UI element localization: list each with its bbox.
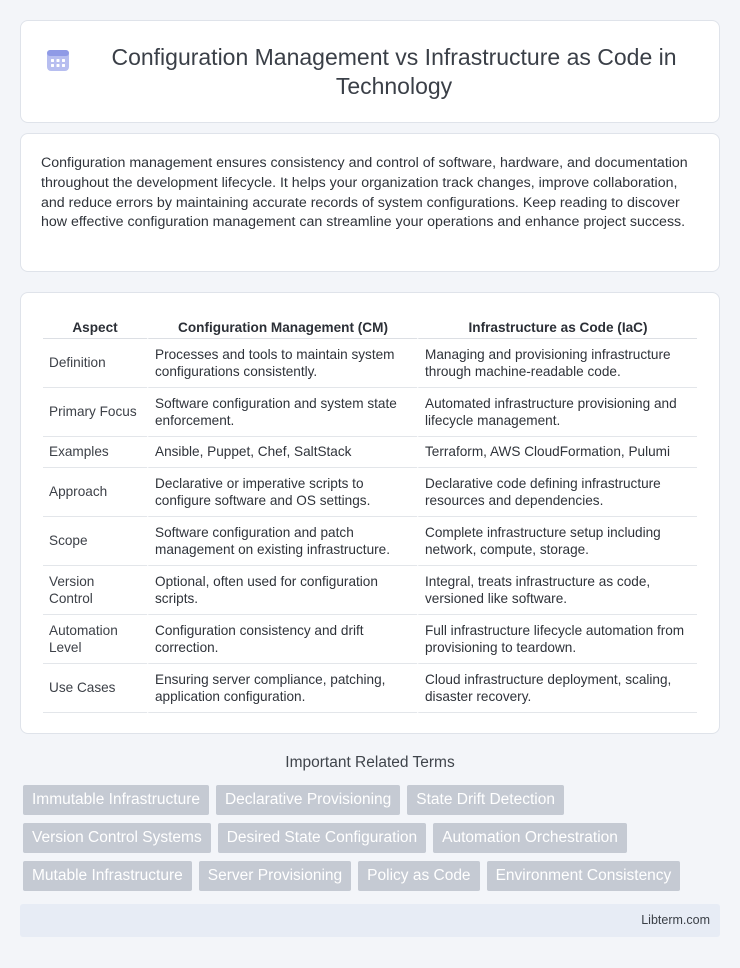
- cell-aspect: Definition: [43, 339, 147, 388]
- tag-row: [23, 823, 723, 853]
- tag-server-provisioning[interactable]: Server Provisioning: [199, 861, 351, 891]
- cell-cm: Ensuring server compliance, patching, application configuration.: [147, 664, 417, 713]
- tag-row: [23, 861, 723, 891]
- footer: [20, 904, 720, 937]
- calendar-grid-icon: [45, 47, 71, 73]
- tag-automation-orchestration[interactable]: Automation Orchestration: [433, 823, 627, 853]
- comparison-table-card: [20, 292, 720, 734]
- cell-cm: Software configuration and patch management on existing infrastructure.: [147, 517, 417, 566]
- tag-row: [23, 785, 723, 815]
- footer-site-link[interactable]: Libterm.com: [641, 913, 710, 927]
- table-row: [43, 517, 697, 566]
- cell-aspect: Automation Level: [43, 615, 147, 664]
- cell-aspect: Version Control: [43, 566, 147, 615]
- header-card: [20, 20, 720, 123]
- comparison-table: [43, 313, 697, 713]
- page-title: Configuration Management vs Infrastructure as Code in Technology: [111, 43, 677, 99]
- tag-desired-state-configuration[interactable]: Desired State Configuration: [218, 823, 426, 853]
- tag-version-control-systems[interactable]: Version Control Systems: [23, 823, 211, 853]
- cell-aspect: Scope: [43, 517, 147, 566]
- table-row: [43, 615, 697, 664]
- table-row: [43, 664, 697, 713]
- cell-aspect: Examples: [43, 437, 147, 468]
- related-terms-title: Important Related Terms: [285, 754, 455, 771]
- cell-iac: Terraform, AWS CloudFormation, Pulumi: [417, 437, 697, 468]
- tag-immutable-infrastructure[interactable]: Immutable Infrastructure: [23, 785, 209, 815]
- tag-declarative-provisioning[interactable]: Declarative Provisioning: [216, 785, 400, 815]
- cell-aspect: Approach: [43, 468, 147, 517]
- cell-iac: Integral, treats infrastructure as code, versioned like software.: [417, 566, 697, 615]
- cell-cm: Ansible, Puppet, Chef, SaltStack: [147, 437, 417, 468]
- cell-cm: Configuration consistency and drift correction.: [147, 615, 417, 664]
- cell-cm: Optional, often used for configuration scripts.: [147, 566, 417, 615]
- table-row: [43, 339, 697, 388]
- tag-mutable-infrastructure[interactable]: Mutable Infrastructure: [23, 861, 192, 891]
- header-cm: Configuration Management (CM): [147, 313, 417, 339]
- cell-iac: Complete infrastructure setup including network, compute, storage.: [417, 517, 697, 566]
- table-row: [43, 388, 697, 437]
- cell-cm: Software configuration and system state enforcement.: [147, 388, 417, 437]
- cell-aspect: Primary Focus: [43, 388, 147, 437]
- cell-cm: Processes and tools to maintain system configurations consistently.: [147, 339, 417, 388]
- table-row: [43, 437, 697, 468]
- tag-environment-consistency[interactable]: Environment Consistency: [487, 861, 681, 891]
- cell-iac: Full infrastructure lifecycle automation from provisioning to teardown.: [417, 615, 697, 664]
- cell-iac: Declarative code defining infrastructure resources and dependencies.: [417, 468, 697, 517]
- tag-policy-as-code[interactable]: Policy as Code: [358, 861, 479, 891]
- related-terms-list: [23, 785, 723, 899]
- intro-card: [20, 133, 720, 272]
- cell-aspect: Use Cases: [43, 664, 147, 713]
- table-header-row: [43, 313, 697, 339]
- intro-text: Configuration management ensures consistency and control of software, hardware, and documentation throughout the development lifecycle. It helps your organization track changes, improve collaboration, and reduce errors by maintaining accurate records of system configurations. Keep reading to discover how effective configuration management can streamline your operations and enhance project success.: [41, 155, 688, 231]
- header-aspect: Aspect: [43, 313, 147, 339]
- cell-cm: Declarative or imperative scripts to configure software and OS settings.: [147, 468, 417, 517]
- tag-state-drift-detection[interactable]: State Drift Detection: [407, 785, 564, 815]
- cell-iac: Managing and provisioning infrastructure through machine-readable code.: [417, 339, 697, 388]
- header-iac: Infrastructure as Code (IaC): [417, 313, 697, 339]
- cell-iac: Automated infrastructure provisioning and lifecycle management.: [417, 388, 697, 437]
- table-row: [43, 468, 697, 517]
- cell-iac: Cloud infrastructure deployment, scaling, disaster recovery.: [417, 664, 697, 713]
- table-row: [43, 566, 697, 615]
